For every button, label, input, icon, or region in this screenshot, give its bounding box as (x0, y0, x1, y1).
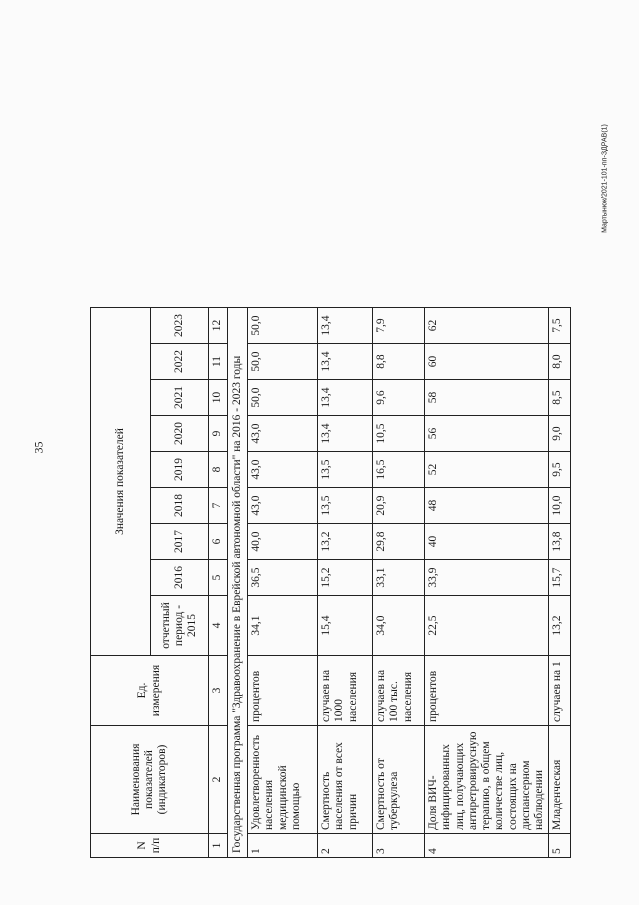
row-value: 34,1 (248, 596, 318, 656)
row-value: 13,2 (549, 596, 571, 656)
row-num: 1 (248, 834, 318, 858)
header-year: 2018 (151, 488, 209, 524)
row-value: 50,0 (248, 308, 318, 344)
row-num: 5 (549, 834, 571, 858)
row-value: 10,0 (549, 488, 571, 524)
row-name: Удовлетворенность населения медицинской помощью (248, 726, 318, 834)
row-value: 43,0 (248, 416, 318, 452)
row-unit: случаев на 1000 населения (318, 656, 373, 726)
table-row (248, 308, 318, 858)
row-value: 13,4 (318, 416, 373, 452)
header-name: Наименования показателей (индикаторов) (91, 726, 209, 834)
row-value: 8,8 (373, 344, 425, 380)
row-num: 4 (425, 834, 549, 858)
row-value: 34,0 (373, 596, 425, 656)
row-value: 13,5 (318, 488, 373, 524)
row-value: 13,4 (318, 344, 373, 380)
row-value: 8,5 (549, 380, 571, 416)
column-number: 1 (209, 834, 228, 858)
row-value: 36,5 (248, 560, 318, 596)
header-year: 2023 (151, 308, 209, 344)
header-year: 2019 (151, 452, 209, 488)
row-value: 9,0 (549, 416, 571, 452)
row-value: 43,0 (248, 488, 318, 524)
row-value: 7,5 (549, 308, 571, 344)
header-values: Значения показателей (91, 308, 151, 656)
row-value: 8,0 (549, 344, 571, 380)
row-value: 13,8 (549, 524, 571, 560)
table-row (425, 308, 549, 858)
column-number: 6 (209, 524, 228, 560)
indicators-table-container (90, 238, 564, 858)
row-value: 56 (425, 416, 549, 452)
column-number: 10 (209, 380, 228, 416)
table-row (549, 308, 571, 858)
header-year: 2020 (151, 416, 209, 452)
column-number: 11 (209, 344, 228, 380)
row-value: 15,4 (318, 596, 373, 656)
header-unit: Ед. измерения (91, 656, 209, 726)
row-value: 13,4 (318, 380, 373, 416)
row-value: 60 (425, 344, 549, 380)
page-number: 35 (31, 441, 46, 454)
row-value: 9,5 (549, 452, 571, 488)
header-num: N п/п (91, 834, 209, 858)
row-value: 7,9 (373, 308, 425, 344)
row-value: 50,0 (248, 344, 318, 380)
row-num: 3 (373, 834, 425, 858)
row-value: 33,1 (373, 560, 425, 596)
row-name: Доля ВИЧ-инфицированных лиц, получающих антиретровирусную терапию, в общем количестве лиц, состоящих на диспансерном наблюдении (425, 726, 549, 834)
indicators-table (90, 307, 571, 858)
table-row (318, 308, 373, 858)
row-value: 13,2 (318, 524, 373, 560)
column-number: 3 (209, 656, 228, 726)
header-base-period: отчетный период - 2015 (151, 596, 209, 656)
column-number: 5 (209, 560, 228, 596)
header-year: 2017 (151, 524, 209, 560)
row-value: 13,4 (318, 308, 373, 344)
row-value: 10,5 (373, 416, 425, 452)
row-name: Смертность от туберкулеза (373, 726, 425, 834)
row-name: Младенческая (549, 726, 571, 834)
section-title: Государственная программа "Здравоохранение в Еврейской автономной области" на 2016 - 2023 годы (228, 308, 248, 858)
row-unit: процентов (248, 656, 318, 726)
column-number: 9 (209, 416, 228, 452)
row-name: Смертность населения от всех причин (318, 726, 373, 834)
column-number: 4 (209, 596, 228, 656)
row-unit: случаев на 1 (549, 656, 571, 726)
column-number: 12 (209, 308, 228, 344)
row-value: 16,5 (373, 452, 425, 488)
header-year: 2016 (151, 560, 209, 596)
row-value: 33,9 (425, 560, 549, 596)
row-value: 22,5 (425, 596, 549, 656)
row-value: 40,0 (248, 524, 318, 560)
row-value: 43,0 (248, 452, 318, 488)
row-value: 15,2 (318, 560, 373, 596)
header-year: 2021 (151, 380, 209, 416)
document-reference: Мартынюк/2021-101-пп-ЗДРАВ(1) (601, 124, 609, 233)
header-year: 2022 (151, 344, 209, 380)
row-unit: случаев на 100 тыс. населения (373, 656, 425, 726)
row-unit: процентов (425, 656, 549, 726)
table-row (373, 308, 425, 858)
column-number: 8 (209, 452, 228, 488)
row-value: 15,7 (549, 560, 571, 596)
row-value: 62 (425, 308, 549, 344)
column-number: 2 (209, 726, 228, 834)
row-num: 2 (318, 834, 373, 858)
row-value: 20,9 (373, 488, 425, 524)
row-value: 50,0 (248, 380, 318, 416)
row-value: 13,5 (318, 452, 373, 488)
row-value: 58 (425, 380, 549, 416)
row-value: 48 (425, 488, 549, 524)
row-value: 52 (425, 452, 549, 488)
row-value: 9,6 (373, 380, 425, 416)
column-number: 7 (209, 488, 228, 524)
row-value: 29,8 (373, 524, 425, 560)
row-value: 40 (425, 524, 549, 560)
column-number-row (209, 308, 228, 858)
